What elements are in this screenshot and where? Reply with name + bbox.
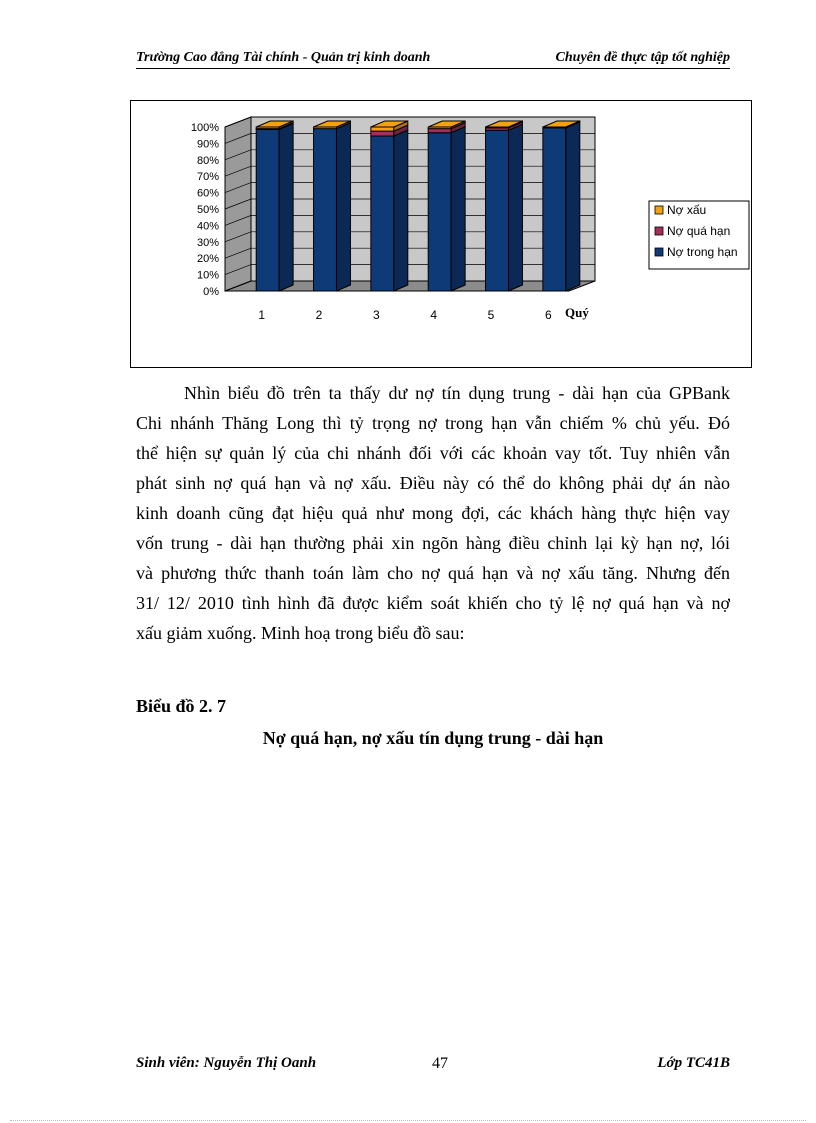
- y-tick-label: 40%: [196, 220, 219, 233]
- y-tick-label: 80%: [196, 154, 219, 167]
- paragraph-line: xấu giảm xuống. Minh hoạ trong biểu đồ sau:: [136, 623, 465, 643]
- x-tick-label: 3: [372, 308, 380, 322]
- header-school: Trường Cao đẳng Tài chính - Quản trị kinh doanh: [136, 50, 431, 65]
- stacked-bar-chart: [131, 101, 751, 367]
- y-tick-label: 50%: [196, 204, 219, 216]
- legend-swatch: [655, 227, 663, 235]
- bar-segment-side: [566, 122, 580, 291]
- bar-segment: [256, 129, 279, 291]
- legend-label: Nợ trong hạn: [667, 245, 738, 259]
- bottom-divider: [10, 1120, 806, 1121]
- legend-label: Nợ xấu: [667, 203, 707, 217]
- x-tick-label: 2: [315, 308, 323, 322]
- bar-segment: [428, 133, 451, 291]
- y-tick-label: 60%: [196, 187, 219, 200]
- x-tick-label: 4: [430, 308, 438, 322]
- paragraph-line: phát sinh nợ quá hạn và nợ xấu. Điều này có thể do không phải dự án nào: [136, 473, 730, 493]
- footer-student: Sinh viên: Nguyễn Thị Oanh: [136, 1055, 317, 1071]
- y-tick-label: 0%: [203, 286, 219, 298]
- legend-label: Nợ quá hạn: [667, 224, 731, 238]
- figure-label: Biểu đồ 2. 7: [136, 696, 227, 716]
- paragraph-line: kinh doanh cũng đạt hiệu quả như mong đợi, các khách hàng thực hiện vay: [136, 503, 730, 523]
- y-tick-label: 30%: [196, 236, 219, 249]
- y-tick-label: 100%: [190, 122, 219, 134]
- bar-segment: [314, 129, 337, 291]
- chart-frame: [130, 100, 752, 368]
- y-tick-label: 10%: [196, 269, 219, 282]
- bar-segment-side: [394, 130, 408, 291]
- paragraph-line: vốn trung - dài hạn thường phải xin ngõn hàng điều chỉnh lại kỳ hạn nợ, lói: [136, 533, 730, 553]
- bar-segment-side: [508, 124, 522, 291]
- x-axis-title: Quý: [565, 305, 589, 320]
- legend-swatch: [655, 206, 663, 214]
- paragraph-line: 31/ 12/ 2010 tình hình đã được kiểm soát khiến cho tỷ lệ nợ quá hạn và nợ: [136, 593, 730, 613]
- bar-segment: [371, 127, 394, 131]
- bar-segment: [486, 130, 509, 291]
- bar-segment: [428, 129, 451, 133]
- page-number: 47: [432, 1055, 448, 1072]
- figure-title: Nợ quá hạn, nợ xấu tín dụng trung - dài hạn: [262, 728, 604, 748]
- footer-class: Lớp TC41B: [657, 1055, 730, 1071]
- x-tick-label: 5: [487, 308, 495, 322]
- paragraph-line: Nhìn biểu đồ trên ta thấy dư nợ tín dụng trung - dài hạn của GPBank: [184, 383, 730, 403]
- header-rule: [136, 68, 730, 69]
- paragraph-line: thể hiện sự quản lý của chi nhánh đối với các khoản vay tốt. Tuy nhiên vẫn: [136, 443, 730, 463]
- legend-swatch: [655, 248, 663, 256]
- chart-legend: [649, 201, 749, 269]
- body-paragraph: [136, 378, 730, 648]
- bar-segment-side: [451, 127, 465, 291]
- bar-segment-side: [279, 123, 293, 291]
- y-tick-label: 20%: [196, 253, 219, 266]
- y-tick-label: 90%: [196, 138, 219, 151]
- page-header: [136, 50, 730, 70]
- bar-segment: [371, 136, 394, 291]
- bar-segment: [543, 128, 566, 291]
- header-report-title: Chuyên đề thực tập tốt nghiệp: [555, 50, 730, 65]
- x-tick-label: 6: [544, 308, 552, 322]
- bar-segment: [371, 131, 394, 136]
- paragraph-line: và phương thức thanh toán làm cho nợ quá hạn và nợ xấu tăng. Nhưng đến: [136, 563, 730, 583]
- x-tick-label: 1: [258, 308, 266, 322]
- page-footer: [136, 1055, 730, 1077]
- bar-segment-side: [336, 123, 350, 291]
- y-tick-label: 70%: [196, 171, 219, 184]
- paragraph-line: Chi nhánh Thăng Long thì tỷ trọng nợ trong hạn vẫn chiếm % chủ yếu. Đó: [136, 413, 730, 433]
